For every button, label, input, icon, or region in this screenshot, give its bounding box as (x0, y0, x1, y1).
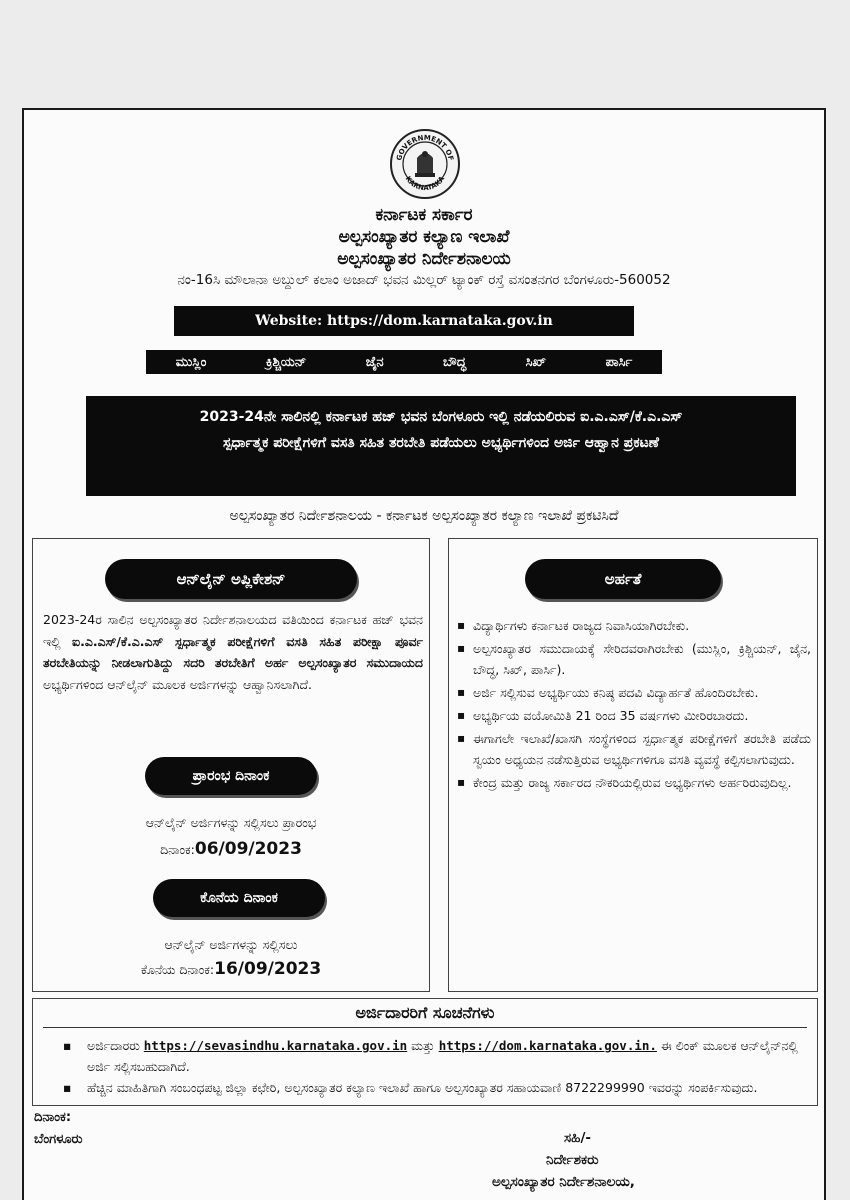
notice-page (22, 108, 826, 1200)
start-date-value: 06/09/2023 (194, 839, 302, 859)
paragraph-part-b: ಐ.ಎ.ಎಸ್/ಕೆ.ಎ.ಎಸ್ ಸ್ಪರ್ಧಾತ್ಮಕ ಪರೀಕ್ಷೆಗಳಿಗೆ ವಸತಿ ಸಹಿತ ಪರೀಕ್ಷಾ ಪೂರ್ವ ತರಬೇತಿಯನ್ನು ನೀಡಲಾಗುತಿದ್ದು ಸದರಿ ತರಬೇತಿಗೆ ಅರ್ಹ ಅಲ್ಪಸಂಖ್ಯಾತರ ಸಮುದಾಯದ (43, 633, 423, 670)
community-buddhist: ಬೌದ್ಧ (443, 354, 467, 370)
start-date-pill: ಪ್ರಾರಂಭ ದಿನಾಂಕ (145, 757, 317, 795)
announcement-title-line1: 2023-24ನೇ ಸಾಲಿನಲ್ಲಿ ಕರ್ನಾಟಕ ಹಜ್ ಭವನ ಬೆಂಗಳೂರು ಇಲ್ಲಿ ನಡೆಯಲಿರುವ ಐ.ಎ.ಎಸ್/ಕೆ.ಎ.ಎಸ್ (199, 409, 683, 425)
directorate-heading: ಅಲ್ಪಸಂಖ್ಯಾತರ ನಿರ್ದೇಶನಾಲಯ (337, 249, 511, 269)
footer-place: ಬೆಂಗಳೂರು (34, 1132, 83, 1147)
instruction-1-text-a: ಅರ್ಜಿದಾರರು (87, 1038, 144, 1053)
start-date-label: ದಿನಾಂಕ: (160, 842, 195, 857)
start-date-text: ಆನ್‌ಲೈನ್ ಅರ್ಜಿಗಳನ್ನು ಸಲ್ಲಿಸಲು ಪ್ರಾರಂಭ (145, 815, 317, 830)
office-address: ನಂ-16ಸಿ ಮೌಲಾನಾ ಅಬ್ದುಲ್ ಕಲಾಂ ಅಜಾದ್ ಭವನ ಮಿಲ್ಲರ್ ಟ್ಯಾಂಕ್ ರಸ್ತೆ ವಸಂತನಗರ ಬೆಂಗಳೂರು-560052 (177, 272, 671, 288)
end-date-value: 16/09/2023 (214, 959, 322, 979)
applicant-instructions-panel (32, 998, 818, 1106)
published-by-line: ಅಲ್ಪಸಂಖ್ಯಾತರ ನಿರ್ದೇಶನಾಲಯ - ಕರ್ನಾಟಕ ಅಲ್ಪಸಂಖ್ಯಾತರ ಕಲ್ಯಾಣ ಇಲಾಖೆ ಪ್ರಕಟಿಸಿದೆ (229, 508, 619, 524)
instructions-title: ಅರ್ಜಿದಾರರಿಗೆ ಸೂಚನೆಗಳು (355, 1003, 495, 1022)
online-application-panel (32, 538, 430, 992)
eligibility-list (457, 615, 811, 795)
eligibility-item: ▪ ಅರ್ಜಿ ಸಲ್ಲಿಸುವ ಅಭ್ಯರ್ಥಿಯು ಕನಿಷ್ಠ ಪದವಿ ವಿದ್ಯಾರ್ಹತೆ ಹೊಂದಿರಬೇಕು. (457, 682, 811, 703)
application-paragraph (43, 609, 423, 695)
signatory-designation: ನಿರ್ದೇಶಕರು (546, 1152, 599, 1168)
end-date-pill: ಕೊನೆಯ ದಿನಾಂಕ (153, 879, 325, 917)
online-application-pill: ಆನ್‌ಲೈನ್ ಅಪ್ಲಿಕೇಶನ್ (105, 559, 357, 599)
paragraph-part-a: 2023-24ರ ಸಾಲಿನ ಅಲ್ಪಸಂಖ್ಯಾತರ ನಿರ್ದೇಶನಾಲಯದ ವತಿಯಿಂದ ಕರ್ನಾಟಕ ಹಜ್ ಭವನ ಇಲ್ಲಿ (43, 612, 423, 649)
footer-date-label: ದಿನಾಂಕ: (34, 1110, 72, 1125)
instruction-item (63, 1035, 808, 1077)
community-sikh: ಸಿಖ್ (525, 354, 547, 370)
eligibility-item: ▪ ಕೇಂದ್ರ ಮತ್ತು ರಾಜ್ಯ ಸರ್ಕಾರದ ನೌಕರಿಯಲ್ಲಿರುವ ಅಭ್ಯರ್ಥಿಗಳು ಅರ್ಹರಿರುವುದಿಲ್ಲ. (457, 772, 811, 793)
instruction-item: ▪ ಹೆಚ್ಚಿನ ಮಾಹಿತಿಗಾಗಿ ಸಂಬಂಧಪಟ್ಟ ಜಿಲ್ಲಾ ಕಛೇರಿ, ಅಲ್ಪಸಂಖ್ಯಾತರ ಕಲ್ಯಾಣ ಇಲಾಖೆ ಹಾಗೂ ಅಲ್ಪಸಂಖ್ಯಾತರ ಸಹಾಯವಾಣಿ 8722299990 ಇವರನ್ನು ಸಂಪರ್ಕಿಸುವುದು. (63, 1077, 808, 1098)
signatory-office: ಅಲ್ಪಸಂಖ್ಯಾತರ ನಿರ್ದೇಶನಾಲಯ, (492, 1174, 635, 1190)
end-date-text: ಆನ್‌ಲೈನ್ ಅರ್ಜಿಗಳನ್ನು ಸಲ್ಲಿಸಲು (164, 937, 298, 952)
community-bar (146, 350, 662, 374)
instruction-1-text-b: ಮತ್ತು (407, 1038, 439, 1053)
eligibility-item: ▪ ಅಭ್ಯರ್ಥಿಯ ವಯೋಮಿತಿ 21 ರಿಂದ 35 ವರ್ಷಗಳು ಮೀರಿರಬಾರದು. (457, 705, 811, 726)
instructions-list (63, 1035, 808, 1098)
signature-mark: ಸಹಿ/- (564, 1130, 591, 1146)
instruction-1-text-c: ಈ ಲಿಂಕ್ ಮೂಲಕ ಆನ್‌ಲೈನ್‌ನಲ್ಲಿ ಅರ್ಜಿ ಸಲ್ಲಿಸಬಹುದಾಗಿದೆ. (87, 1038, 798, 1074)
website-banner[interactable]: Website: https://dom.karnataka.gov.in (174, 306, 634, 336)
dom-website-link[interactable]: https://dom.karnataka.gov.in. (438, 1038, 657, 1053)
announcement-title-line2: ಸ್ಪರ್ಧಾತ್ಮಕ ಪರೀಕ್ಷೆಗಳಿಗೆ ವಸತಿ ಸಹಿತ ತರಬೇತಿ ಪಡೆಯಲು ಅಭ್ಯರ್ಥಿಗಳಿಂದ ಅರ್ಜಿ ಆಹ್ವಾನ ಪ್ರಕಟಣೆ (223, 435, 659, 451)
eligibility-item: ▪ ಈಗಾಗಲೇ ಇಲಾಖೆ/ಖಾಸಗಿ ಸಂಸ್ಥೆಗಳಿಂದ ಸ್ಪರ್ಧಾತ್ಮಕ ಪರೀಕ್ಷೆಗಳಿಗೆ ತರಬೇತಿ ಪಡೆದು ಸ್ವಯಂ ಅಧ್ಯಯನ ನಡೆಸುತ್ತಿರುವ ಅಭ್ಯರ್ಥಿಗಳಿಗೂ ವಸತಿ ವ್ಯವಸ್ಥೆ ಕಲ್ಪಿಸಲಾಗುವುದು. (457, 728, 811, 770)
start-date-line (33, 839, 429, 859)
eligibility-item: ▪ ಅಲ್ಪಸಂಖ್ಯಾತರ ಸಮುದಾಯಕ್ಕೆ ಸೇರಿದವರಾಗಿರಬೇಕು (ಮುಸ್ಲಿಂ, ಕ್ರಿಶ್ಚಿಯನ್, ಜೈನ, ಬೌದ್ಧ, ಸಿಖ್, ಪಾರ್ಸಿ). (457, 638, 811, 680)
sevasindhu-link[interactable]: https://sevasindhu.karnataka.gov.in (143, 1038, 408, 1053)
paragraph-part-c: ಅಭ್ಯರ್ಥಿಗಳಿಂದ ಆನ್‌ಲೈನ್ ಮೂಲಕ ಅರ್ಜಿಗಳನ್ನು ಆಹ್ವಾನಿಸಲಾಗಿದೆ. (43, 676, 312, 692)
eligibility-pill: ಅರ್ಹತೆ (525, 559, 721, 599)
emblem-bottom-text: KARNATAKA (403, 174, 447, 193)
eligibility-item: ▪ ವಿದ್ಯಾರ್ಥಿಗಳು ಕರ್ನಾಟಕ ರಾಜ್ಯದ ನಿವಾಸಿಯಾಗಿರಬೇಕು. (457, 615, 811, 636)
announcement-title-box (86, 396, 796, 496)
community-muslim: ಮುಸ್ಲಿಂ (175, 354, 207, 370)
instructions-divider (43, 1027, 807, 1028)
community-jain: ಜೈನ (365, 354, 384, 370)
department-heading: ಅಲ್ಪಸಂಖ್ಯಾತರ ಕಲ್ಯಾಣ ಇಲಾಖೆ (338, 227, 510, 247)
eligibility-panel (448, 538, 818, 992)
emblem-top-text: GOVERNMENT OF (395, 133, 455, 162)
karnataka-emblem-icon (389, 128, 461, 200)
community-christian: ಕ್ರಿಶ್ಚಿಯನ್ (265, 354, 307, 370)
end-date-label: ಕೊನೆಯ ದಿನಾಂಕ: (140, 962, 215, 977)
community-parsi: ಪಾರ್ಸಿ (605, 354, 633, 370)
govt-heading: ಕರ್ನಾಟಕ ಸರ್ಕಾರ (375, 205, 473, 225)
end-date-line (33, 959, 429, 979)
